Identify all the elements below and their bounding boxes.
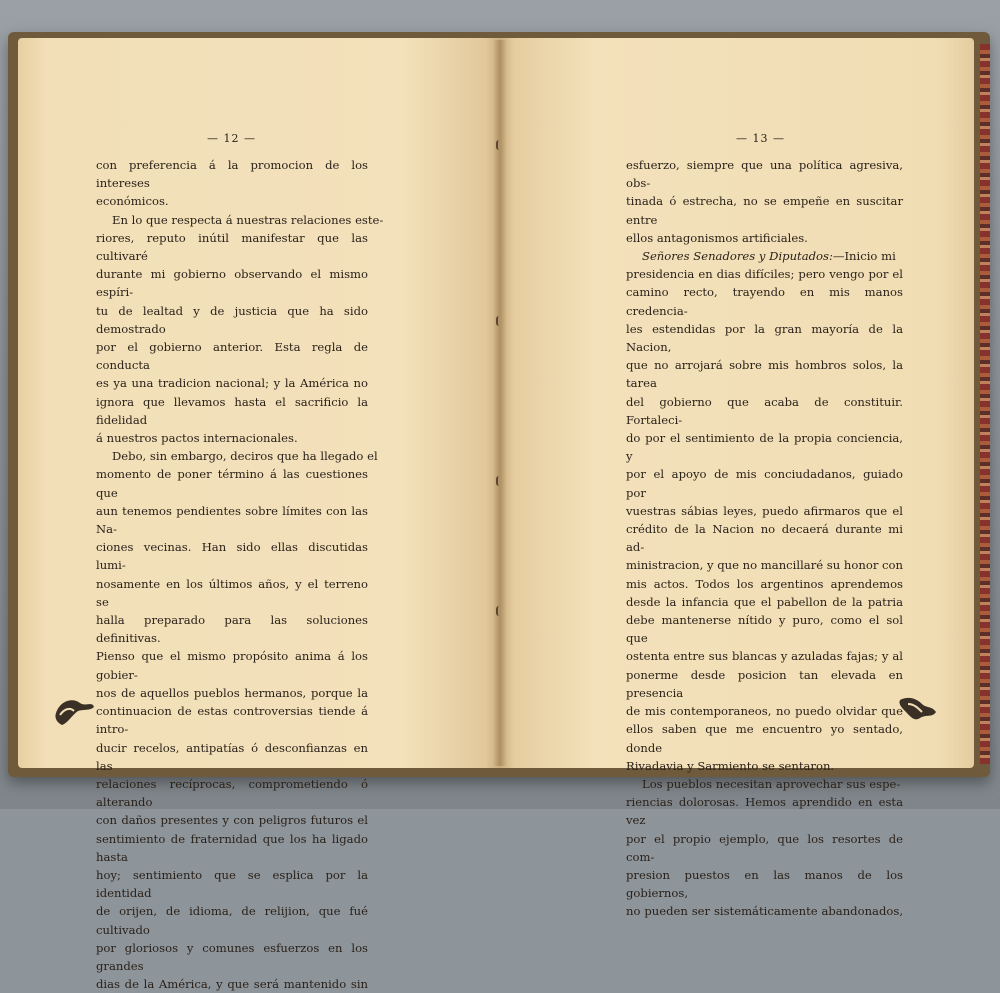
text-line: tinada ó estrecha, no se empeñe en suscitar entre xyxy=(626,194,903,227)
text-line: riencias dolorosas. Hemos aprendido en esta vez xyxy=(626,795,903,828)
marbled-edge xyxy=(980,44,990,764)
text-line: vuestras sábias leyes, puedo afirmaros que el xyxy=(626,503,903,518)
text-line: crédito de la Nacion no decaerá durante mi ad- xyxy=(626,522,903,555)
text-line: ostenta entre sus blancas y azuladas fajas; y al xyxy=(626,649,903,664)
text-line: por gloriosos y comunes esfuerzos en los grandes xyxy=(96,940,368,973)
text-line: ignora que llevamos hasta el sacrificio la fidelidad xyxy=(96,394,368,427)
text-line: halla preparado para las soluciones definitivas. xyxy=(96,613,368,646)
text-line: En lo que respecta á nuestras relaciones este- xyxy=(112,212,384,227)
text-line: durante mi gobierno observando el mismo espíri- xyxy=(96,267,368,300)
binding-stitch xyxy=(496,476,506,486)
text-line: Pienso que el mismo propósito anima á los gobier- xyxy=(96,649,368,682)
text-line: del gobierno que acaba de constituir. Fortaleci- xyxy=(626,394,903,427)
binding-stitch xyxy=(496,606,506,616)
text-line xyxy=(626,247,903,265)
text-line: do por el sentimiento de la propia conciencia, y xyxy=(626,431,903,464)
text-line: por el propio ejemplo, que los resortes de com- xyxy=(626,831,903,864)
text-line: debe mantenerse nítido y puro, como el sol que xyxy=(626,613,903,646)
text-line: ellos saben que me encuentro yo sentado, donde xyxy=(626,722,903,755)
text-line: esfuerzo, siempre que una política agresiva, obs- xyxy=(626,158,903,191)
text-line: ciones vecinas. Han sido ellas discutidas lumi- xyxy=(96,540,368,573)
text-line: Los pueblos necesitan aprovechar sus espe- xyxy=(642,776,901,791)
text-line: presidencia en dias difíciles; pero vengo por el xyxy=(626,267,903,282)
text-line: camino recto, trayendo en mis manos credencia- xyxy=(626,285,903,318)
text-line: con preferencia á la promocion de los intereses xyxy=(96,158,368,191)
binding-stitch xyxy=(496,316,506,326)
text-line: por el gobierno anterior. Esta regla de conducta xyxy=(96,340,368,373)
text-line: Debo, sin embargo, deciros que ha llegado el xyxy=(112,449,378,464)
text-line: Rivadavia y Sarmiento se sentaron. xyxy=(626,758,835,773)
wormhole-damage-left xyxy=(50,693,96,729)
text-line: relaciones recíprocas, comprometiendo ó alterando xyxy=(96,776,368,810)
text-line: de orijen, de idioma, de relijion, que fué cultivado xyxy=(96,904,368,937)
salutation-rest: —Inicio mi xyxy=(832,249,896,264)
text-line: aun tenemos pendientes sobre límites con las Na- xyxy=(96,503,368,537)
text-line: ducir recelos, antipatías ó desconfianzas en las xyxy=(96,740,368,773)
text-line: hoy; sentimiento que se esplica por la identidad xyxy=(96,867,368,901)
text-line: continuacion de estas controversias tiende á intro- xyxy=(96,704,368,737)
text-line: que no arrojará sobre mis hombros solos, la tarea xyxy=(626,358,903,391)
text-line: momento de poner término á las cuestiones que xyxy=(96,467,368,500)
text-line: ponerme desde posicion tan elevada en presencia xyxy=(626,667,903,700)
text-line: con daños presentes y con peligros futuros el xyxy=(96,813,368,828)
text-line: dias de la América, y que será mantenido sin xyxy=(96,977,368,992)
wormhole-damage-right xyxy=(896,692,942,728)
text-line: por el apoyo de mis conciudadanos, guiado por xyxy=(626,467,903,500)
text-line: ministracion, y que no mancillaré su honor con xyxy=(626,558,903,573)
text-line: mis actos. Todos los argentinos aprendemos xyxy=(626,576,903,591)
text-line: económicos. xyxy=(96,194,169,209)
page-number-left: — 12 — xyxy=(207,132,256,145)
text-line: desde la infancia que el pabellon de la patria xyxy=(626,594,903,609)
text-line: á nuestros pactos internacionales. xyxy=(96,431,298,446)
text-line: les estendidas por la gran mayoría de la Nacion, xyxy=(626,321,903,355)
text-line: no pueden ser sistemáticamente abandonados, xyxy=(626,904,903,919)
italic-salutation: Señores Senadores y Diputados: xyxy=(642,249,833,264)
text-line: nos de aquellos pueblos hermanos, porque la xyxy=(96,685,368,700)
text-line: nosamente en los últimos años, y el terreno se xyxy=(96,576,368,609)
text-line: de mis contemporaneos, no puedo olvidar que xyxy=(626,704,903,719)
page-number-right: — 13 — xyxy=(736,132,785,145)
left-page-text xyxy=(96,156,384,993)
text-line: presion puestos en las manos de los gobiernos, xyxy=(626,867,903,901)
right-page-text xyxy=(626,156,903,921)
text-line: tu de lealtad y de justicia que ha sido demostrado xyxy=(96,303,368,336)
text-line: es ya una tradicion nacional; y la América no xyxy=(96,376,368,391)
binding-stitch xyxy=(496,140,506,150)
text-line: riores, reputo inútil manifestar que las cultivaré xyxy=(96,230,368,264)
text-line: ellos antagonismos artificiales. xyxy=(626,230,808,245)
text-line: sentimiento de fraternidad que los ha ligado hasta xyxy=(96,831,368,864)
